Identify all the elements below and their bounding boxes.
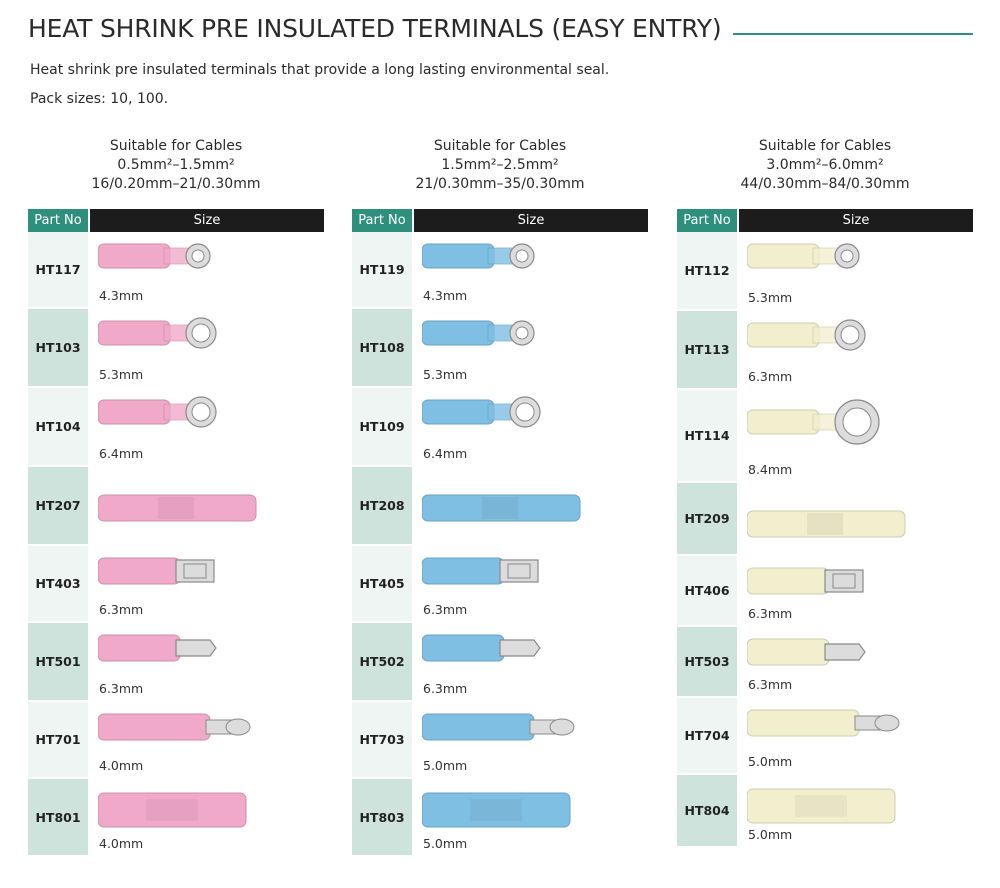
size-cell: [88, 779, 324, 855]
part-number: HT209: [677, 483, 737, 554]
size-cell: [412, 546, 648, 621]
size-cell: [412, 232, 648, 307]
table-row: [352, 467, 648, 546]
terminal-image: [98, 479, 260, 527]
cable-spec-line: 1.5mm²–2.5mm²: [441, 157, 559, 173]
page-header: [28, 10, 973, 46]
table-row: [677, 556, 973, 627]
part-number: HT103: [28, 309, 88, 386]
size-cell: [737, 232, 973, 309]
page-title: HEAT SHRINK PRE INSULATED TERMINALS (EASY ENTRY): [28, 13, 722, 43]
size-cell: [737, 556, 973, 625]
size-cell: [412, 309, 648, 386]
terminal-image: [747, 562, 867, 602]
size-cell: [88, 232, 324, 307]
part-number: HT208: [352, 467, 412, 544]
size-label: 4.0mm: [99, 836, 144, 851]
table-row: [28, 467, 324, 546]
size-cell: [737, 627, 973, 696]
part-number: HT703: [352, 702, 412, 777]
size-label: 5.3mm: [748, 290, 793, 305]
size-label: 5.0mm: [748, 827, 793, 842]
cable-spec-line: Suitable for Cables: [758, 138, 892, 154]
size-label: 8.4mm: [748, 462, 793, 477]
size-label: 6.3mm: [99, 681, 144, 696]
terminal-image: [98, 315, 220, 355]
table-row: [28, 232, 324, 309]
part-number: HT501: [28, 623, 88, 700]
size-cell: [412, 779, 648, 855]
table-row: [677, 483, 973, 556]
size-cell: [88, 623, 324, 700]
page-description: Heat shrink pre insulated terminals that provide a long lasting environmental seal.: [30, 62, 610, 78]
size-cell: [737, 483, 973, 554]
table-header: [28, 209, 324, 232]
table-row: [28, 623, 324, 702]
part-number: HT113: [677, 311, 737, 388]
size-label: 5.0mm: [748, 754, 793, 769]
part-number: HT503: [677, 627, 737, 696]
size-cell: [412, 623, 648, 700]
header-part-no: Part No: [677, 209, 737, 232]
part-number: HT403: [28, 546, 88, 621]
header-part-no: Part No: [28, 209, 88, 232]
terminal-image: [747, 633, 869, 673]
terminal-image: [422, 479, 584, 527]
size-label: 5.0mm: [423, 836, 468, 851]
table-row: [677, 390, 973, 483]
size-cell: [88, 467, 324, 544]
terminal-image: [747, 785, 899, 829]
cable-column-2: [352, 137, 648, 857]
part-number: HT406: [677, 556, 737, 625]
cable-spec-line: 21/0.30mm–35/0.30mm: [415, 176, 585, 192]
cable-spec-line: 0.5mm²–1.5mm²: [117, 157, 235, 173]
size-label: 6.3mm: [748, 677, 793, 692]
terminal-image: [747, 396, 883, 454]
table-row: [28, 702, 324, 779]
cable-spec-line: Suitable for Cables: [433, 138, 567, 154]
size-cell: [412, 388, 648, 465]
terminal-image: [422, 708, 578, 748]
table-row: [352, 232, 648, 309]
size-label: 5.3mm: [99, 367, 144, 382]
table-row: [677, 698, 973, 775]
cable-spec-heading: [28, 137, 324, 209]
size-label: 6.3mm: [99, 602, 144, 617]
pack-sizes: Pack sizes: 10, 100.: [30, 91, 169, 107]
part-number: HT114: [677, 390, 737, 481]
size-label: 6.3mm: [423, 681, 468, 696]
size-cell: [88, 309, 324, 386]
size-cell: [412, 702, 648, 777]
table-row: [352, 702, 648, 779]
size-cell: [737, 390, 973, 481]
size-cell: [88, 546, 324, 621]
terminal-image: [98, 394, 220, 434]
terminal-image: [98, 708, 254, 748]
part-number: HT112: [677, 232, 737, 309]
cable-spec-heading: [352, 137, 648, 209]
part-number: HT119: [352, 232, 412, 307]
terminal-image: [98, 238, 214, 278]
header-size: Size: [90, 209, 324, 232]
table-header: [352, 209, 648, 232]
terminal-image: [422, 789, 574, 833]
terminal-image: [747, 704, 903, 744]
size-cell: [737, 311, 973, 388]
size-cell: [412, 467, 648, 544]
part-number: HT502: [352, 623, 412, 700]
terminal-image: [747, 238, 863, 278]
cable-spec-line: 44/0.30mm–84/0.30mm: [740, 176, 910, 192]
part-number: HT701: [28, 702, 88, 777]
table-row: [677, 627, 973, 698]
table-row: [352, 309, 648, 388]
part-number: HT803: [352, 779, 412, 855]
size-cell: [737, 698, 973, 773]
size-cell: [88, 388, 324, 465]
size-cell: [88, 702, 324, 777]
part-number: HT804: [677, 775, 737, 846]
part-number: HT405: [352, 546, 412, 621]
table-row: [28, 309, 324, 388]
size-label: 5.3mm: [423, 367, 468, 382]
table-row: [28, 546, 324, 623]
terminal-image: [98, 789, 250, 833]
title-rule: [733, 33, 973, 35]
size-label: 6.3mm: [423, 602, 468, 617]
size-label: 4.3mm: [423, 288, 468, 303]
terminal-image: [422, 394, 544, 434]
terminal-image: [422, 315, 538, 355]
part-number: HT109: [352, 388, 412, 465]
cable-column-3: [677, 137, 973, 848]
table-row: [677, 232, 973, 311]
size-label: 5.0mm: [423, 758, 468, 773]
cable-spec-line: 16/0.20mm–21/0.30mm: [91, 176, 261, 192]
table-header: [677, 209, 973, 232]
part-number: HT104: [28, 388, 88, 465]
terminal-image: [98, 552, 218, 592]
part-number: HT108: [352, 309, 412, 386]
table-row: [352, 779, 648, 857]
table-row: [28, 388, 324, 467]
terminal-image: [422, 552, 542, 592]
table-row: [352, 546, 648, 623]
cable-spec-line: 3.0mm²–6.0mm²: [766, 157, 884, 173]
terminal-image: [747, 495, 909, 543]
size-label: 6.4mm: [423, 446, 468, 461]
part-number: HT207: [28, 467, 88, 544]
cable-spec-line: Suitable for Cables: [109, 138, 243, 154]
table-row: [352, 623, 648, 702]
header-size: Size: [739, 209, 973, 232]
cable-spec-heading: [677, 137, 973, 209]
size-label: 6.3mm: [748, 606, 793, 621]
part-number: HT704: [677, 698, 737, 773]
part-number: HT801: [28, 779, 88, 855]
table-row: [677, 311, 973, 390]
table-row: [352, 388, 648, 467]
part-number: HT117: [28, 232, 88, 307]
size-cell: [737, 775, 973, 846]
cable-column-1: [28, 137, 324, 857]
terminal-image: [422, 238, 538, 278]
size-label: 4.3mm: [99, 288, 144, 303]
terminal-image: [422, 629, 544, 669]
size-label: 6.3mm: [748, 369, 793, 384]
size-label: 6.4mm: [99, 446, 144, 461]
size-label: 4.0mm: [99, 758, 144, 773]
table-row: [677, 775, 973, 848]
header-size: Size: [414, 209, 648, 232]
terminal-image: [98, 629, 220, 669]
header-part-no: Part No: [352, 209, 412, 232]
table-row: [28, 779, 324, 857]
terminal-image: [747, 317, 869, 357]
